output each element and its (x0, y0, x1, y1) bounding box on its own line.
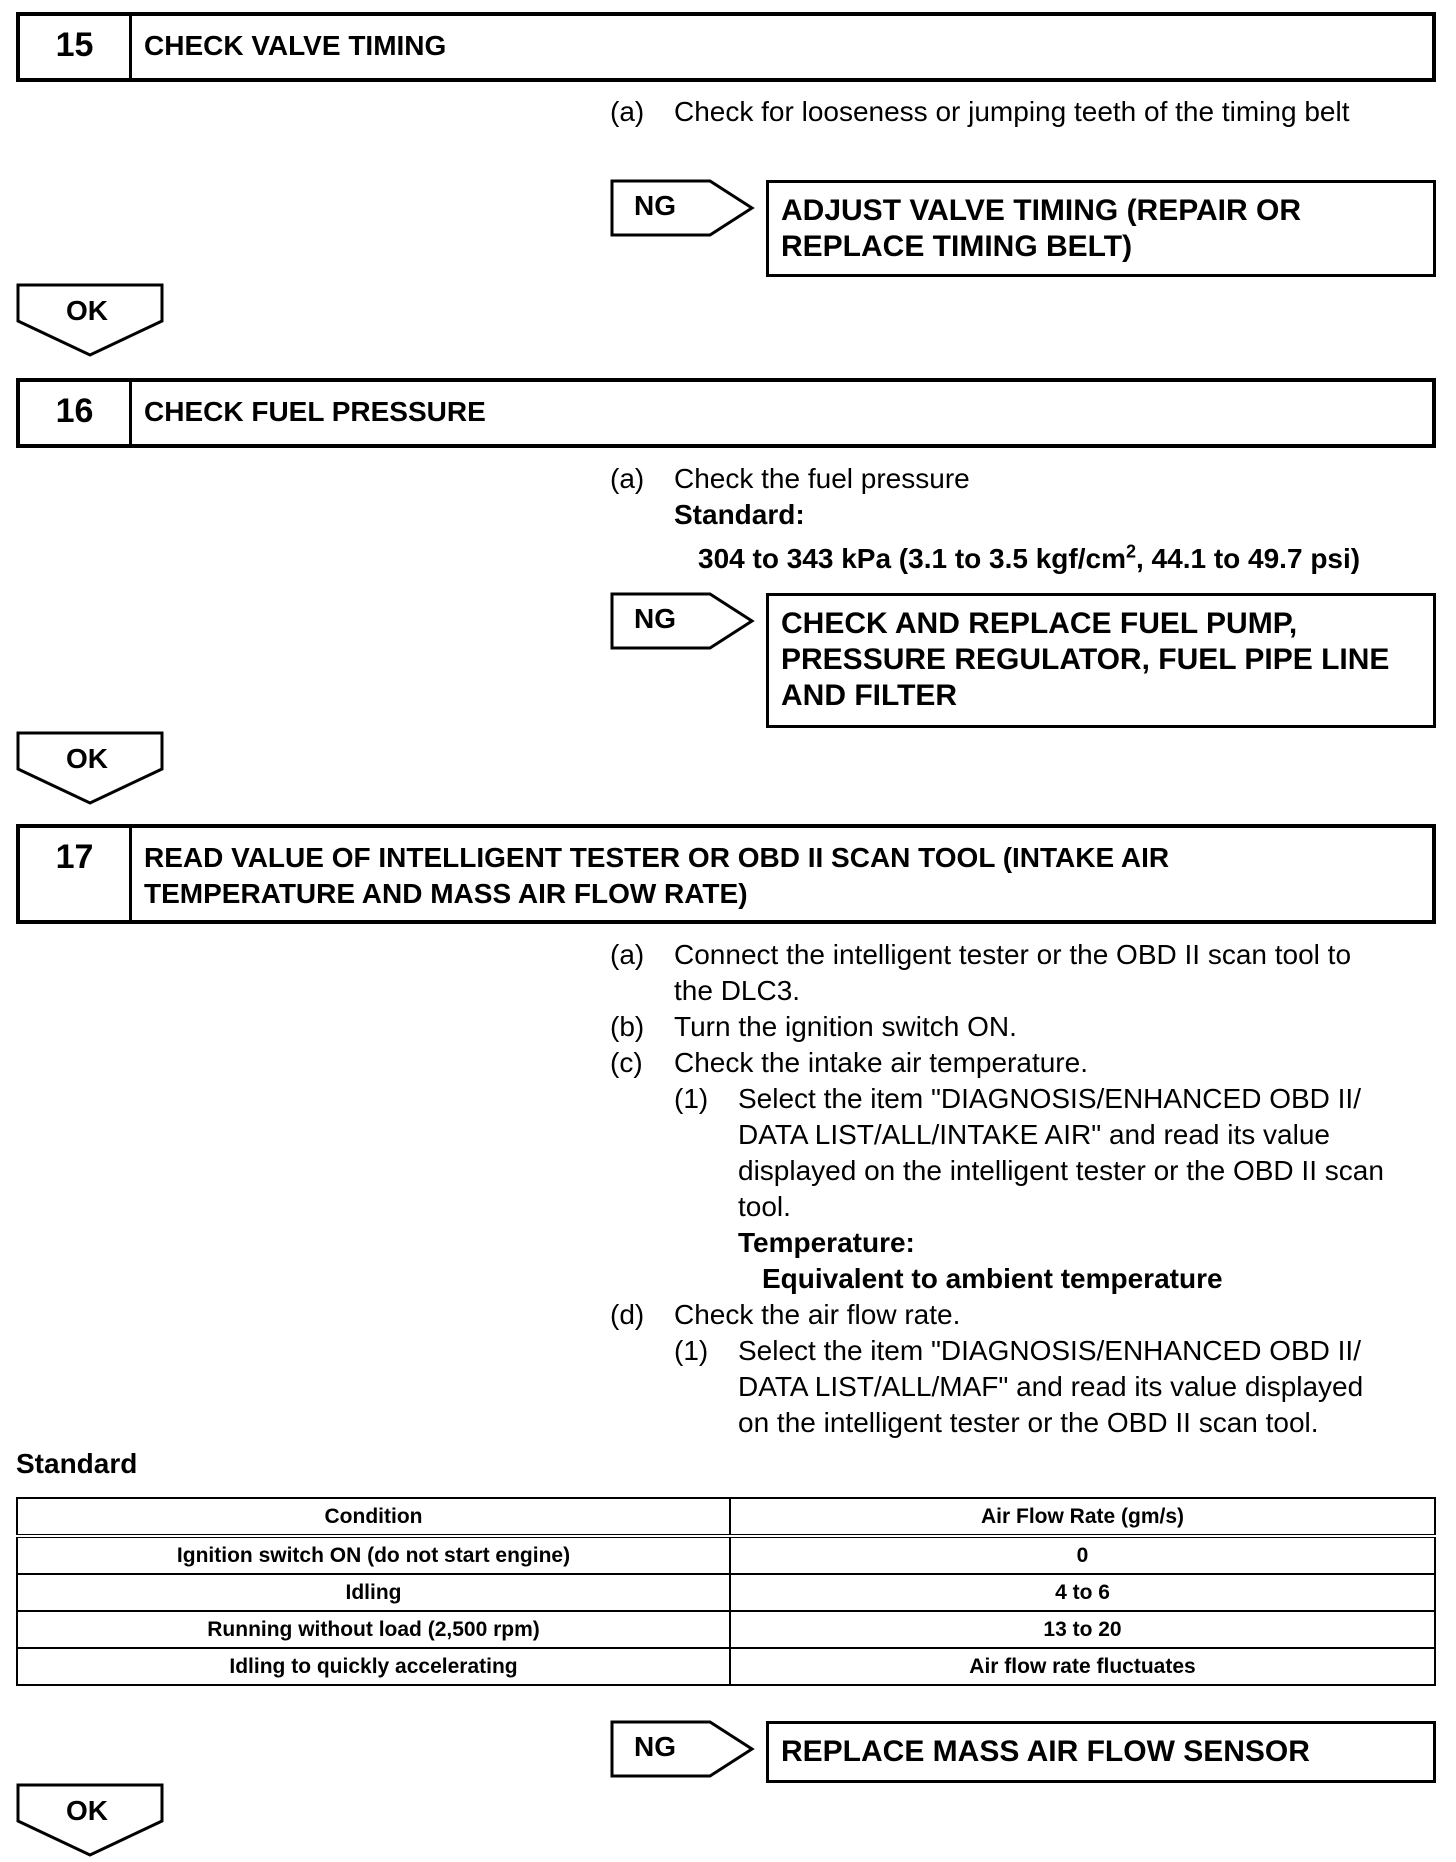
item-label: (a) (610, 939, 645, 970)
title-line: READ VALUE OF INTELLIGENT TESTER OR OBD II SCAN TOOL (INTAKE AIR (144, 842, 1170, 873)
ok-label: OK (66, 1795, 108, 1826)
ng-label: NG (634, 603, 676, 634)
ng-arrow-icon (610, 179, 756, 237)
step-title: CHECK FUEL PRESSURE (144, 396, 486, 427)
standard-table (16, 1497, 1436, 1686)
result-line: CHECK AND REPLACE FUEL PUMP, (781, 607, 1298, 640)
table-header-cell: Condition (17, 1498, 730, 1536)
step-16-header (16, 378, 1436, 448)
table-row (17, 1536, 1435, 1574)
item-text: Check for looseness or jumping teeth of the timing belt (674, 96, 1350, 127)
table-cell: Running without load (2,500 rpm) (17, 1611, 730, 1648)
item-text: Connect the intelligent tester or the OBD II scan tool to (674, 939, 1352, 970)
step-number: 15 (20, 16, 132, 78)
subitem-text: DATA LIST/ALL/INTAKE AIR" and read its value (738, 1119, 1330, 1150)
standard-value-prefix: 304 to 343 kPa (3.1 to 3.5 kgf/cm (698, 543, 1126, 574)
subitem-text: displayed on the intelligent tester or the OBD II scan (738, 1155, 1384, 1186)
table-row (17, 1611, 1435, 1648)
table-cell: 0 (730, 1536, 1435, 1574)
table-row (17, 1648, 1435, 1685)
ng-label: NG (634, 1731, 676, 1762)
table-row (17, 1574, 1435, 1611)
item-text: Check the intake air temperature. (674, 1047, 1088, 1078)
table-cell: Idling to quickly accelerating (17, 1648, 730, 1685)
step-17-header (16, 824, 1436, 924)
ng-arrow-icon (610, 1720, 756, 1778)
item-label: (a) (610, 463, 645, 494)
standard-value-suffix: , 44.1 to 49.7 psi) (1136, 543, 1361, 574)
ng-result-box (766, 1721, 1436, 1783)
result-line: REPLACE MASS AIR FLOW SENSOR (781, 1735, 1310, 1768)
table-header-row (17, 1498, 1435, 1536)
temperature-label: Temperature: (738, 1227, 915, 1258)
standard-heading: Standard (16, 1448, 138, 1479)
item-text: Turn the ignition switch ON. (674, 1011, 1017, 1042)
subitem-text: Select the item "DIAGNOSIS/ENHANCED OBD II/ (738, 1335, 1361, 1366)
ng-result-box (766, 180, 1436, 277)
table-cell: 4 to 6 (730, 1574, 1435, 1611)
item-label: (b) (610, 1011, 645, 1042)
item-label: (a) (610, 96, 645, 127)
item-text: the DLC3. (674, 975, 801, 1006)
item-text: Check the fuel pressure (674, 463, 970, 494)
result-line: ADJUST VALVE TIMING (REPAIR OR (781, 194, 1302, 227)
subitem-label: (1) (674, 1335, 709, 1366)
result-line: REPLACE TIMING BELT) (781, 230, 1133, 263)
item-label: (c) (610, 1047, 643, 1078)
table-cell: Ignition switch ON (do not start engine) (17, 1536, 730, 1574)
table-cell: Air flow rate fluctuates (730, 1648, 1435, 1685)
subitem-text: Select the item "DIAGNOSIS/ENHANCED OBD II/ (738, 1083, 1361, 1114)
standard-label: Standard: (674, 499, 805, 530)
subitem-text: tool. (738, 1191, 791, 1222)
step-title: CHECK VALVE TIMING (144, 30, 447, 61)
subitem-text: DATA LIST/ALL/MAF" and read its value displayed (738, 1371, 1364, 1402)
ok-label: OK (66, 295, 108, 326)
ok-label: OK (66, 743, 108, 774)
table-cell: Idling (17, 1574, 730, 1611)
step-number: 16 (20, 382, 132, 444)
table-cell: 13 to 20 (730, 1611, 1435, 1648)
result-line: AND FILTER (781, 679, 958, 712)
subitem-text: on the intelligent tester or the OBD II scan tool. (738, 1407, 1319, 1438)
step-number: 17 (20, 828, 132, 920)
ng-label: NG (634, 190, 676, 221)
result-line: PRESSURE REGULATOR, FUEL PIPE LINE (781, 643, 1390, 676)
title-line: TEMPERATURE AND MASS AIR FLOW RATE) (144, 878, 748, 909)
temperature-value: Equivalent to ambient temperature (762, 1263, 1223, 1294)
ng-arrow-icon (610, 592, 756, 650)
table-header-cell: Air Flow Rate (gm/s) (730, 1498, 1435, 1536)
item-label: (d) (610, 1299, 645, 1330)
superscript: 2 (1125, 541, 1136, 562)
standard-value (698, 541, 1360, 577)
subitem-label: (1) (674, 1083, 709, 1114)
step-15-header (16, 12, 1436, 82)
ng-result-box (766, 593, 1436, 728)
item-text: Check the air flow rate. (674, 1299, 961, 1330)
step-title (132, 828, 1169, 920)
